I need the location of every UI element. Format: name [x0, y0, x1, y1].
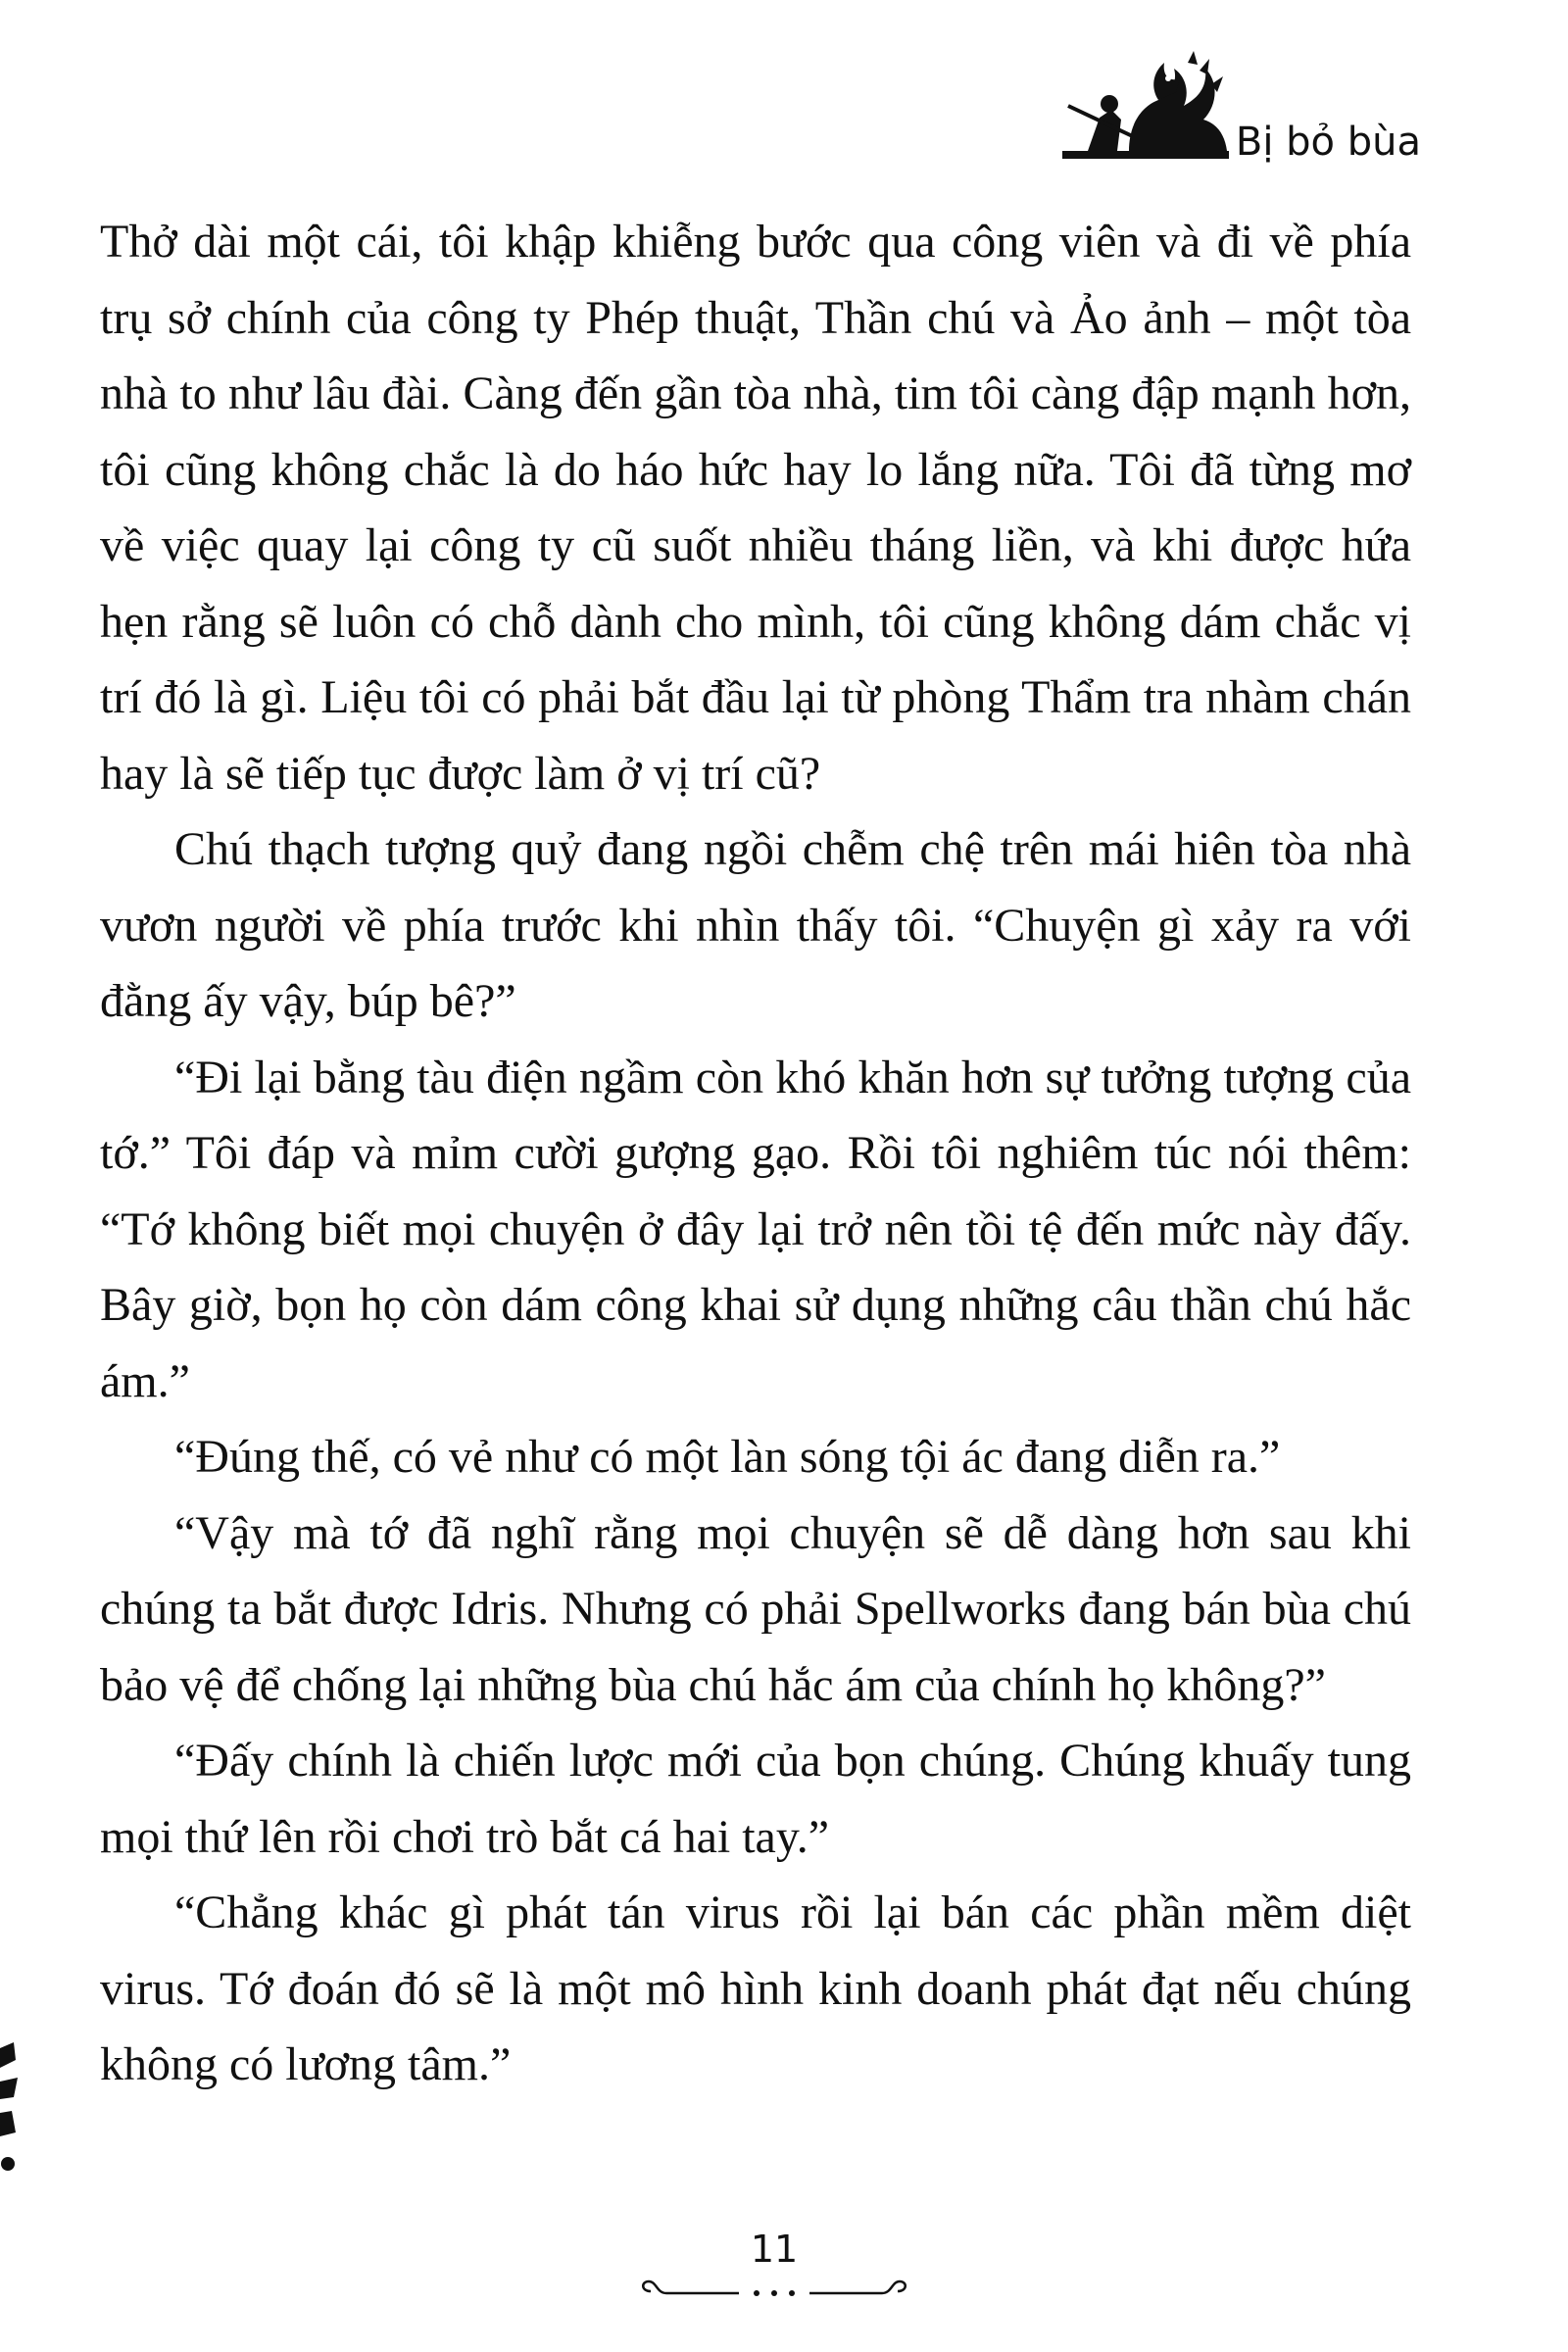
paragraph: “Đúng thế, có vẻ như có một làn sóng tội ác đang diễn ra.”	[174, 1431, 1281, 1483]
paragraph: “Đi lại bằng tàu điện ngầm còn khó khăn hơn sự tưởng tượng của tớ.” Tôi đáp và mỉm cười gượng gạo. Rồi tôi nghiêm túc nói thêm: “Tớ không biết mọi chuyện ở đây lại trở nên tồi tệ đến mức này đấy. Bây giờ, bọn họ còn dám công khai sử dụng những câu thần chú hắc ám.”	[100, 1051, 1411, 1407]
page-number: 11	[750, 2228, 799, 2271]
paragraph: Thở dài một cái, tôi khập khiễng bước qua công viên và đi về phía trụ sở chính của công ty Phép thuật, Thần chú và Ảo ảnh – một tòa nhà to như lâu đài. Càng đến gần tòa nhà, tim tôi càng đập mạnh hơn, tôi cũng không chắc là do háo hức hay lo lắng nữa. Tôi đã từng mơ về việc quay lại công ty cũ suốt nhiều tháng liền, và khi được hứa hẹn rằng sẽ luôn có chỗ dành cho mình, tôi cũng không dám chắc vị trí đó là gì. Liệu tôi có phải bắt đầu lại từ phòng Thẩm tra nhàm chán hay là sẽ tiếp tục được làm ở vị trí cũ?	[100, 216, 1411, 800]
dragon-silhouette-icon	[1060, 49, 1232, 167]
bleed-edge-marks	[0, 2038, 24, 2176]
paragraph: “Vậy mà tớ đã nghĩ rằng mọi chuyện sẽ dễ dàng hơn sau khi chúng ta bắt được Idris. Nhưng có phải Spellworks đang bán bùa chú bảo vệ để chống lại những bùa chú hắc ám của chính họ không?”	[100, 1506, 1411, 1711]
page-footer	[627, 2227, 921, 2305]
body-text	[100, 204, 1411, 2103]
paragraph: “Đấy chính là chiến lược mới của bọn chúng. Chúng khuấy tung mọi thứ lên rồi chơi trò bắt cá hai tay.”	[100, 1735, 1411, 1863]
paragraph: Chú thạch tượng quỷ đang ngồi chễm chệ trên mái hiên tòa nhà vươn người về phía trước khi nhìn thấy tôi. “Chuyện gì xảy ra với đằng ấy vậy, búp bê?”	[100, 823, 1411, 1027]
flourish-divider-icon	[637, 2276, 911, 2305]
running-title: Bị bỏ bùa	[1235, 120, 1421, 165]
paragraph: “Chẳng khác gì phát tán virus rồi lại bán các phần mềm diệt virus. Tớ đoán đó sẽ là một mô hình kinh doanh phát đạt nếu chúng không có lương tâm.”	[100, 1886, 1411, 2090]
running-header	[1060, 39, 1421, 167]
